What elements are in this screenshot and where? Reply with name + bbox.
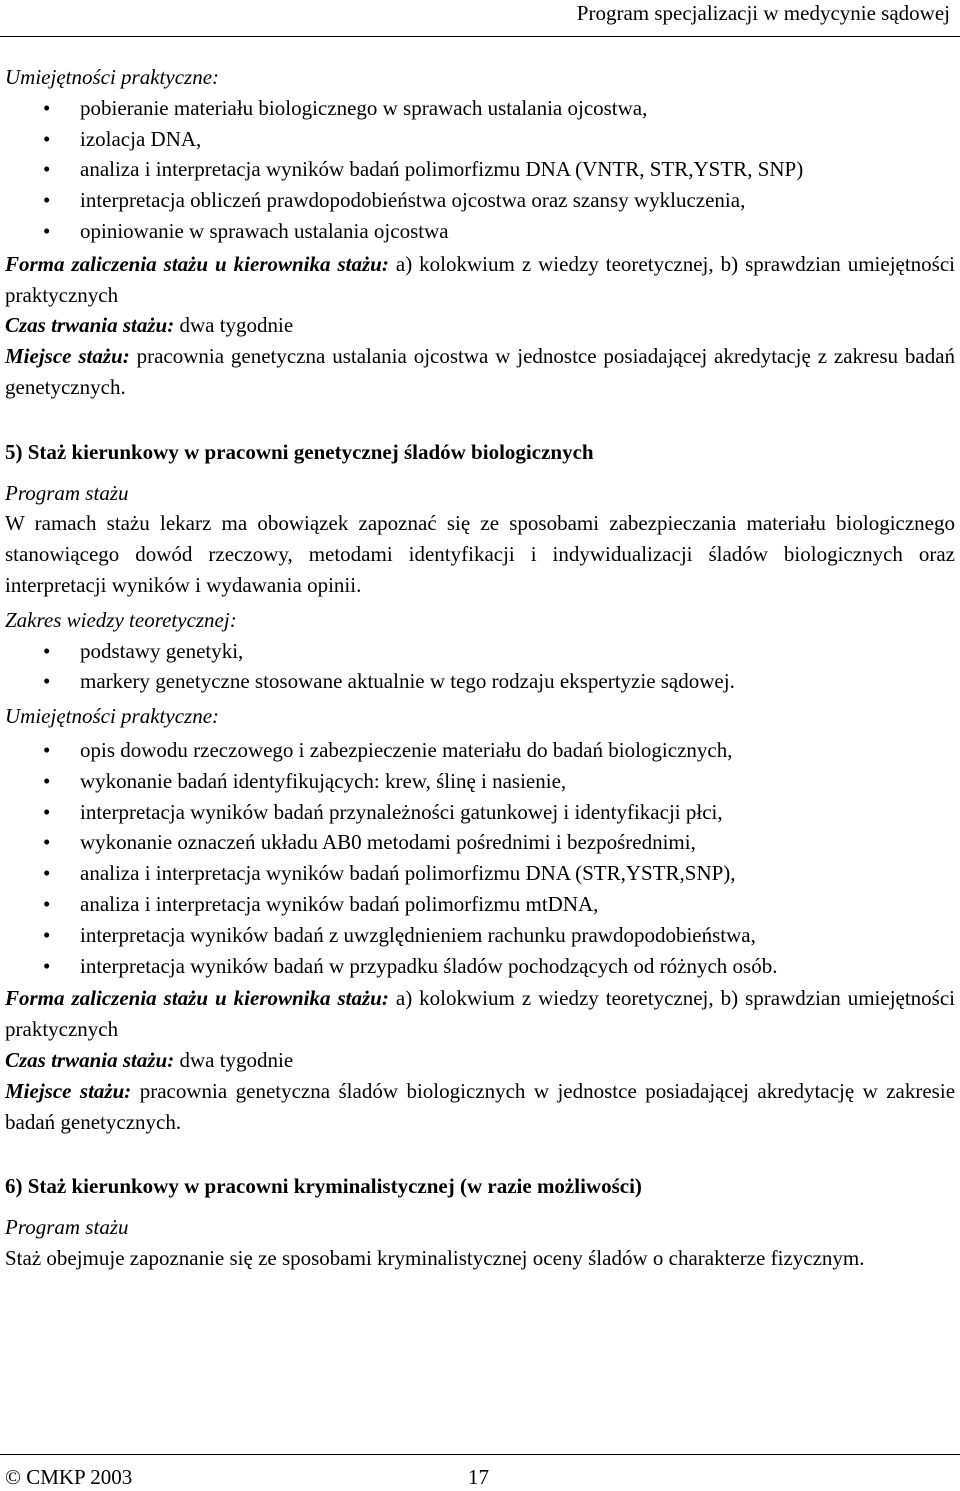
s5-miejsce-label: Miejsce stażu: <box>5 1078 132 1103</box>
list-item: • analiza i interpretacja wyników badań polimorfizmu DNA (VNTR, STR,YSTR, SNP) <box>5 154 955 185</box>
list-item: • interpretacja wyników badań w przypadku śladów pochodzących od różnych osób. <box>5 951 955 982</box>
s6-program-text: Staż obejmuje zapoznanie się ze sposobami kryminalistycznej oceny śladów o charakterze fizycznym. <box>5 1245 865 1270</box>
s5-czas <box>5 1045 955 1076</box>
page-number: 17 <box>468 1465 489 1489</box>
s6-program-label: Program stażu <box>5 1215 129 1240</box>
s4-forma-label: Forma zaliczenia stażu u kierownika stażu: <box>5 251 389 276</box>
s4-miejsce <box>5 341 955 403</box>
s5-miejsce <box>5 1076 955 1138</box>
s4-forma-value: a) kolokwium z wiedzy teoretycznej, b) sprawdzian umiejętności praktycznych <box>5 251 956 307</box>
footer-copyright: © CMKP 2003 <box>5 1465 133 1489</box>
s5-skills-label: Umiejętności praktyczne: <box>5 704 220 729</box>
list-item: • podstawy genetyki, <box>5 636 955 667</box>
list-item: • interpretacja wyników badań przynależności gatunkowej i identyfikacji płci, <box>5 797 955 828</box>
list-item: • opiniowanie w sprawach ustalania ojcostwa <box>5 216 955 247</box>
list-item: • interpretacja obliczeń prawdopodobieństwa ojcostwa oraz szansy wykluczenia, <box>5 185 955 216</box>
s5-skills-list <box>5 735 955 981</box>
s4-czas <box>5 310 955 341</box>
s5-forma-label: Forma zaliczenia stażu u kierownika stażu: <box>5 986 389 1011</box>
s4-skills-label: Umiejętności praktyczne: <box>5 65 220 89</box>
s4-czas-label: Czas trwania stażu: <box>5 313 175 338</box>
s5-heading: 5) Staż kierunkowy w pracowni genetycznej śladów biologicznych <box>5 439 594 464</box>
s5-miejsce-value: pracownia genetyczna śladów biologicznych w jednostce posiadającej akredytację w zakresie badań genetycznych. <box>5 1078 956 1134</box>
s6-heading: 6) Staż kierunkowy w pracowni kryminalistycznej (w razie możliwości) <box>5 1174 642 1199</box>
page-footer <box>0 1454 960 1491</box>
page-content <box>5 62 955 1274</box>
list-item: • wykonanie oznaczeń układu AB0 metodami pośrednimi i bezpośrednimi, <box>5 827 955 858</box>
s4-miejsce-label: Miejsce stażu: <box>5 344 130 369</box>
s5-forma-value: a) kolokwium z wiedzy teoretycznej, b) sprawdzian umiejętności praktycznych <box>5 986 956 1042</box>
list-item: • pobieranie materiału biologicznego w sprawach ustalania ojcostwa, <box>5 93 955 124</box>
s4-skills-list <box>5 93 955 247</box>
s4-miejsce-value: pracownia genetyczna ustalania ojcostwa w jednostce posiadającej akredytację z zakresu badań genetycznych. <box>5 344 956 399</box>
s5-forma <box>5 983 955 1045</box>
s5-program-label: Program stażu <box>5 480 129 505</box>
s4-czas-value: dwa tygodnie <box>179 313 294 338</box>
list-item: • interpretacja wyników badań z uwzględnieniem rachunku prawdopodobieństwa, <box>5 920 955 951</box>
page-header <box>0 0 960 37</box>
list-item: • markery genetyczne stosowane aktualnie w tego rodzaju ekspertyzie sądowej. <box>5 666 955 697</box>
s5-program-text: W ramach stażu lekarz ma obowiązek zapoznać się ze sposobami zabezpieczania materiału biologicznego stanowiącego dowód rzeczowy, metodami identyfikacji i indywidualizacji śladów biologicznych oraz interpretacji wyników i wydawania opinii. <box>5 511 955 597</box>
s5-czas-label: Czas trwania stażu: <box>5 1047 175 1072</box>
list-item: • analiza i interpretacja wyników badań polimorfizmu DNA (STR,YSTR,SNP), <box>5 858 955 889</box>
list-item: • opis dowodu rzeczowego i zabezpieczenie materiału do badań biologicznych, <box>5 735 955 766</box>
s5-zakres-label: Zakres wiedzy teoretycznej: <box>5 607 237 632</box>
header-title: Program specjalizacji w medycynie sądowej <box>576 1 950 25</box>
s5-zakres-list <box>5 636 955 698</box>
s5-czas-value: dwa tygodnie <box>179 1047 294 1072</box>
list-item: • analiza i interpretacja wyników badań polimorfizmu mtDNA, <box>5 889 955 920</box>
s4-forma <box>5 249 955 311</box>
list-item: • wykonanie badań identyfikujących: krew, ślinę i nasienie, <box>5 766 955 797</box>
list-item: • izolacja DNA, <box>5 124 955 155</box>
